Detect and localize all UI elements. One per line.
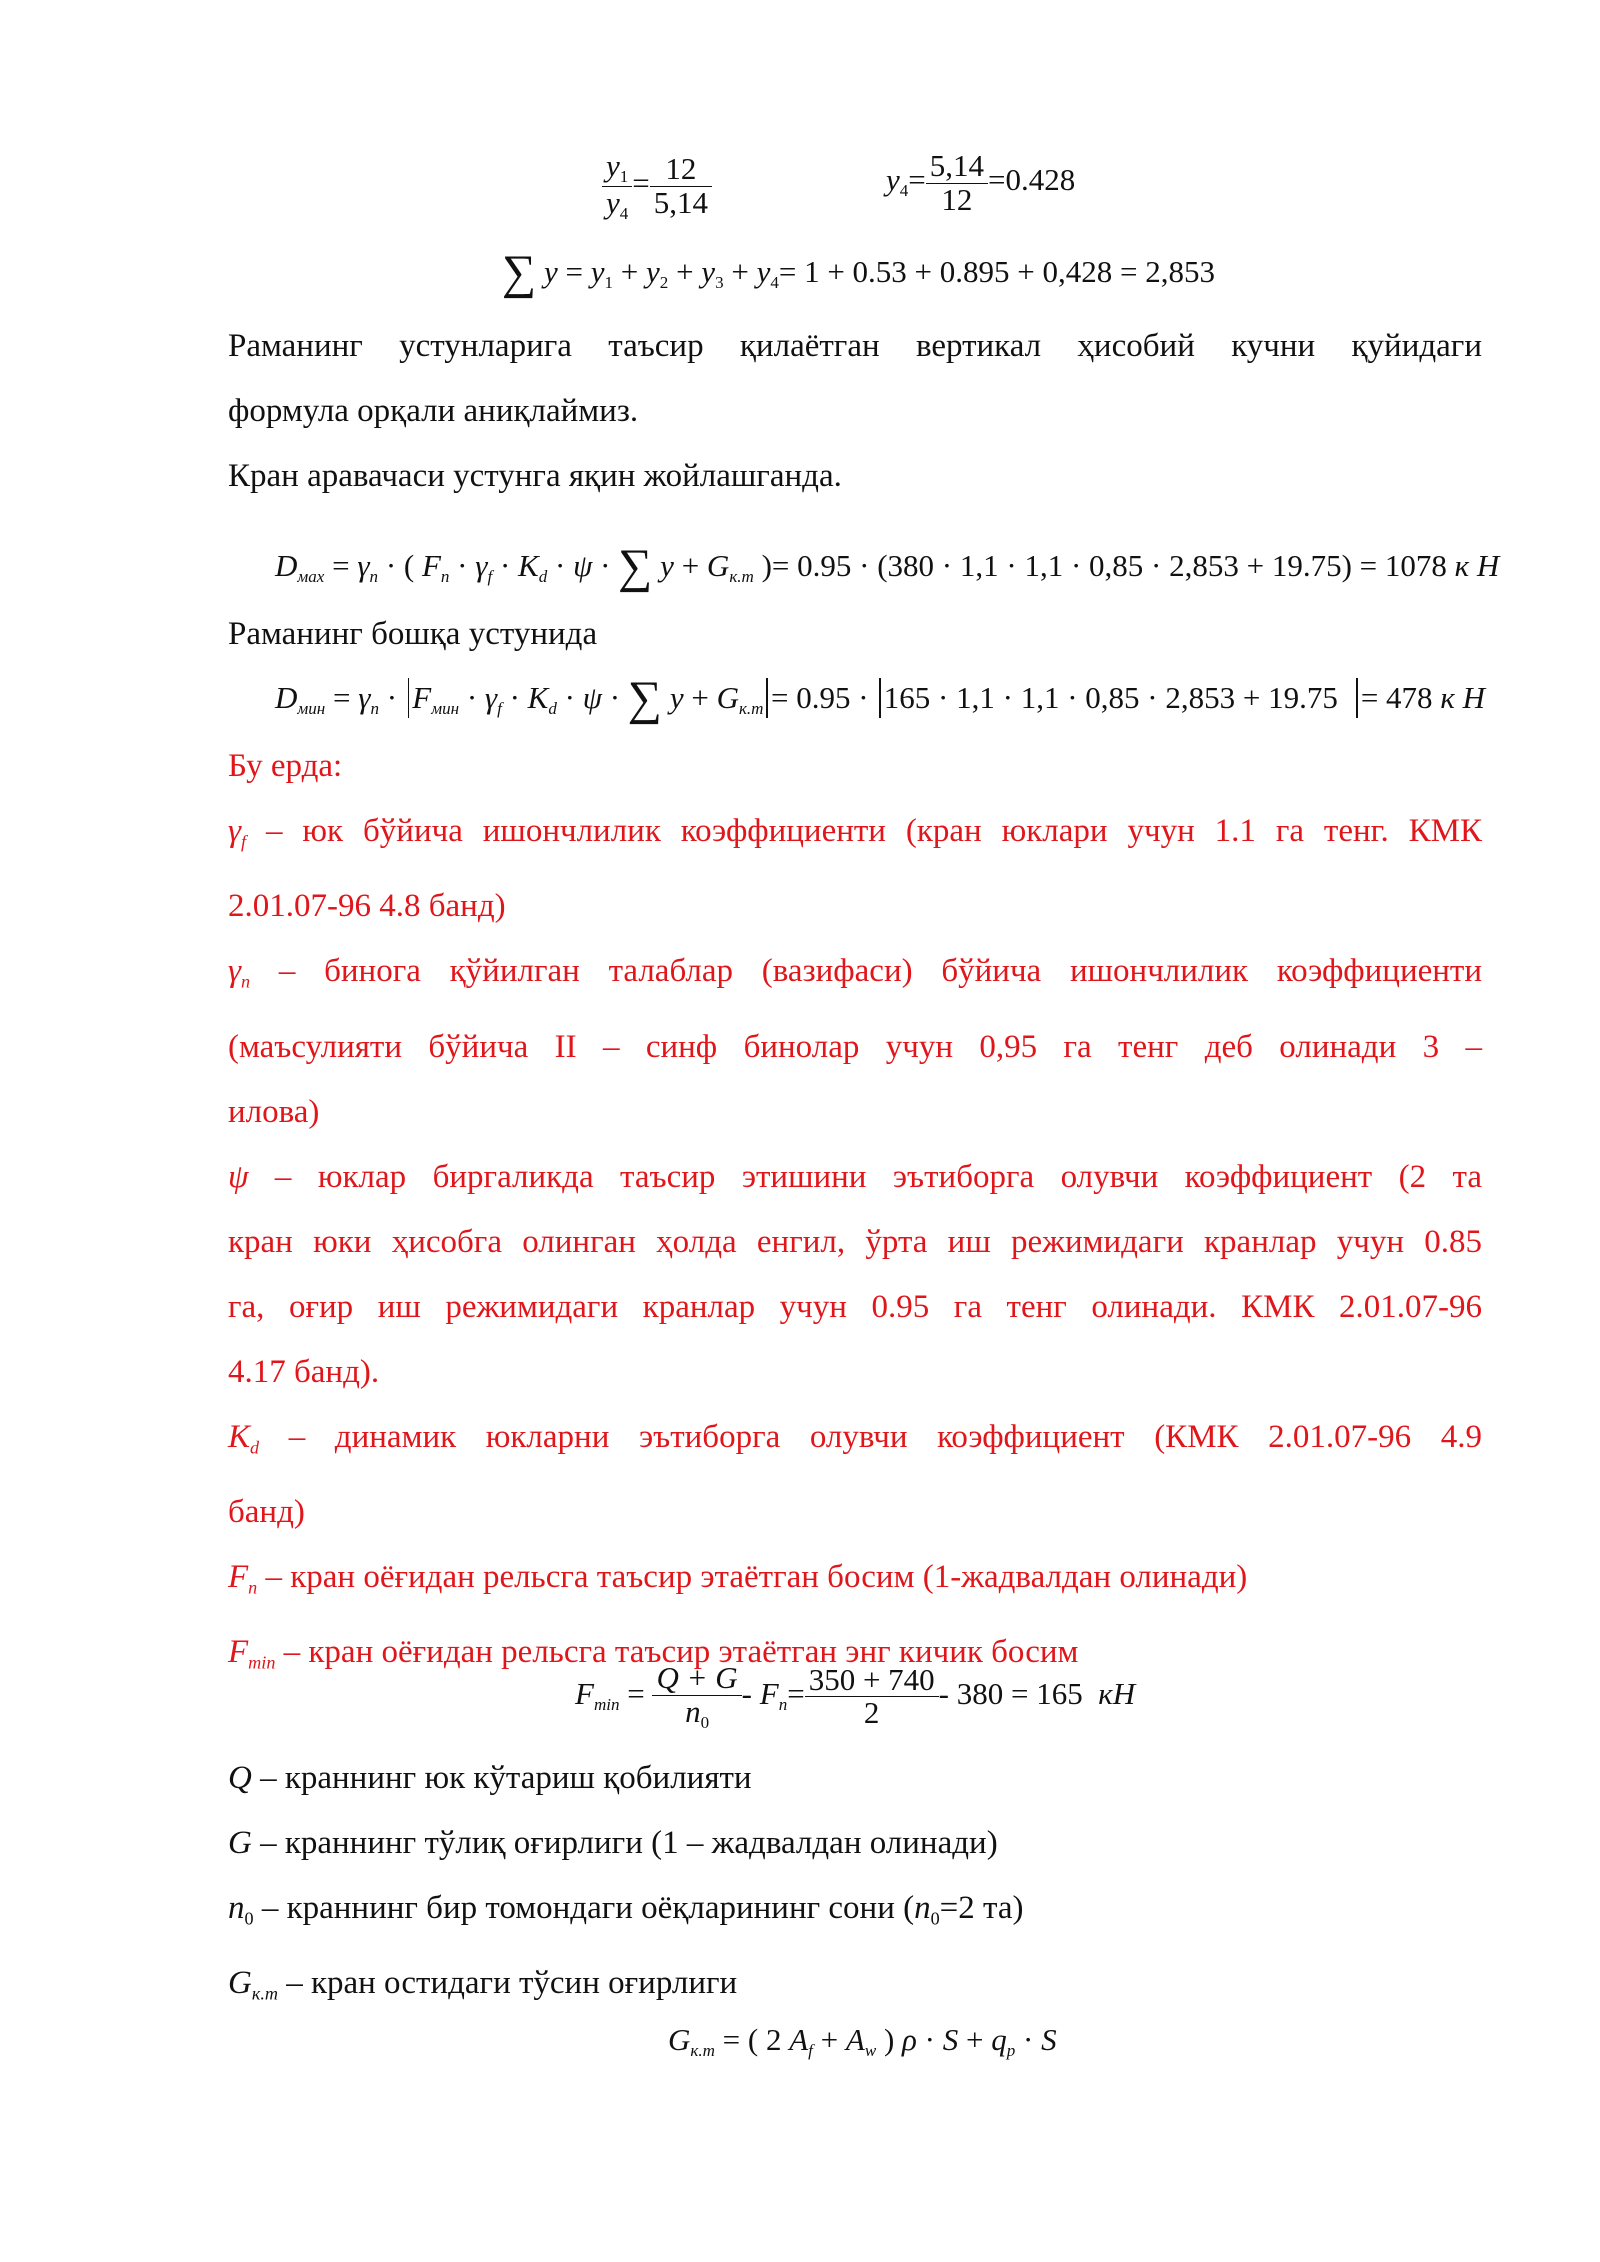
formula-d-max: $D_{мах} = \gamma_n$ · ( $F_n \cdot \gamma_f \cdot K_d \cdot \psi$ · ∑ $y + G_{к.т}$ )= 0.95 · (380 · 1,1 · 1,1 · 0,85 · 2,853 + 19.75) = 1078 к Н	[275, 539, 1500, 593]
definitions-block	[228, 734, 1482, 1696]
q-definition: Q – краннинг юк кўтариш қобилияти	[228, 1760, 752, 1796]
fn-definition: $F_n$ – кран оёғидан рельсга таъсир этаётган босим (1-жадвалдан олинади)	[228, 1559, 1248, 1598]
formula-d-min: $D_{мин} = \gamma_n \cdot F_{мин} \cdot \gamma_f \cdot K_d \cdot \psi$ · ∑ $y + G_{к.т} = 0.95 \cdot 165 \cdot 1,1 \cdot 1,1 \cdot 0,85 \cdot 2,853 + 19.75 = 478$ к Н	[275, 671, 1485, 725]
fmin-definition: $F_{min}$ – кран оёғидан рельсга таъсир этаётган энг кичик босим	[228, 1634, 1079, 1673]
variables-block	[228, 1746, 1482, 2027]
g-definition: G – краннинг тўлиқ оғирлиги (1 – жадвалдан олинади)	[228, 1825, 998, 1861]
fraction: $\frac{12}{5,14}$	[650, 153, 712, 219]
kd-definition: $K_d$ – динамик юкларни эътиборга олувчи коэффициент (КМК 2.01.07-96 4.9	[228, 1418, 1482, 1458]
fraction: $\frac{y1}{y4}$	[602, 150, 632, 223]
formula-f-min: $F_{min}$ = $\frac{Q + G}{n0}$ - $F_п=$ $\frac{350 + 740}{2}$ - 380 = 165 кН	[575, 1660, 1136, 1732]
gamma-f-definition: $\gamma_f$ – юк бўйича ишончлилик коэффициенти (кран юклари учун 1.1 га тенг. КМК	[228, 813, 1482, 852]
formula-y1-over-y4: $\frac{y1}{y4}$ = $\frac{12}{5,14}$	[602, 150, 712, 223]
text-line: формула орқали аниқлаймиз.	[228, 393, 639, 429]
text-line: 2.01.07-96 4.8 банд)	[228, 888, 506, 925]
text-line: Раманинг устунларига таъсир қилаётган вертикал ҳисобий кучни қуйидаги	[228, 328, 1482, 364]
formula-sum-y: ∑ y = y1 + y2 + y3 + y4= 1 + 0.53 + 0.895 + 0,428 = 2,853	[502, 245, 1216, 299]
fraction: $\frac{Q + G}{n0}$	[652, 1662, 741, 1731]
psi-definition: ψ – юклар биргаликда таъсир этишини эътиборга олувчи коэффициент (2 та	[228, 1158, 1482, 1195]
paragraph-intro	[228, 314, 1482, 509]
bu-erda-heading: Бу ерда:	[228, 748, 343, 784]
fraction: $\frac{350 + 740}{2}$	[805, 1664, 939, 1730]
text-line: (маъсулияти бўйича II – синф бинолар учун 0,95 га тенг деб олинади 3 –	[228, 1028, 1482, 1065]
n0-definition: n0 – краннинг бир томондаги оёқларининг сони (n0=2 та)	[228, 1890, 1024, 1929]
fraction: $\frac{5,14}{12}$	[926, 150, 988, 216]
text-line: банд)	[228, 1494, 305, 1531]
text-line: Кран аравачаси устунга яқин жойлашганда.	[228, 458, 842, 494]
gamma-n-definition: $\gamma_n$ – бинога қўйилган талаблар (вазифаси) бўйича ишончлилик коэффициенти	[228, 953, 1482, 992]
text-line: 4.17 банд).	[228, 1353, 380, 1390]
paragraph-other-column	[228, 602, 1482, 667]
formula-y4: y4= $\frac{5,14}{12}$ =0.428	[886, 148, 1076, 217]
text-line: илова)	[228, 1093, 320, 1130]
text-line: Раманинг бошқа устунида	[228, 616, 598, 652]
formula-g-km: $G_{к.т}$ = ( 2 $A_f + A_w$ ) $\rho \cdot S + q_p \cdot S$	[668, 2022, 1057, 2060]
gkm-definition: $G_{к.т}$ – кран остидаги тўсин оғирлиги	[228, 1965, 738, 2004]
text-line: кран юки ҳисобга олинган ҳолда енгил, ўрта иш режимидаги кранлар учун 0.85	[228, 1223, 1482, 1260]
text-line: га, оғир иш режимидаги кранлар учун 0.95 га тенг олинади. КМК 2.01.07-96	[228, 1288, 1482, 1325]
